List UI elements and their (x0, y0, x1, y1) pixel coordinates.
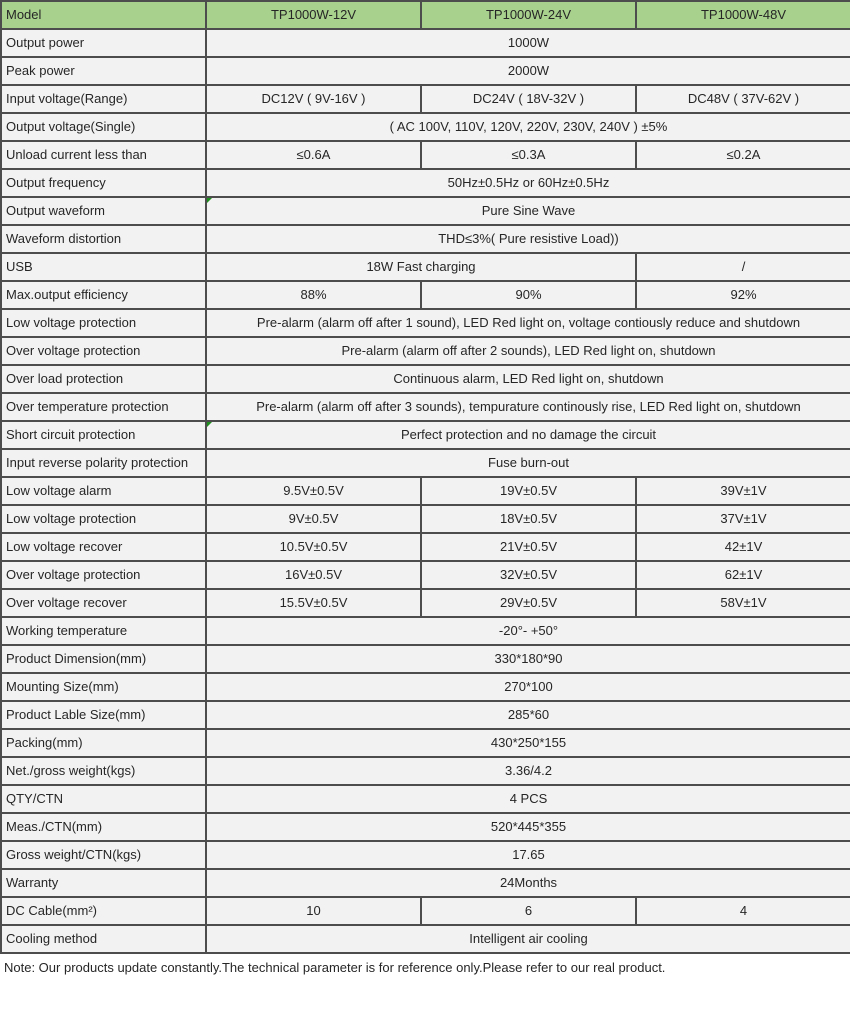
spec-label-cell: USB (1, 253, 206, 281)
spec-value-cell: Continuous alarm, LED Red light on, shutdown (206, 365, 850, 393)
spec-label-cell: Waveform distortion (1, 225, 206, 253)
spec-value-cell: 430*250*155 (206, 729, 850, 757)
spec-value-cell: ≤0.2A (636, 141, 850, 169)
spec-value-cell: 17.65 (206, 841, 850, 869)
spec-value-cell: 4 PCS (206, 785, 850, 813)
spec-value-cell: DC48V ( 37V-62V ) (636, 85, 850, 113)
spec-value-cell: 4 (636, 897, 850, 925)
spec-value-cell: Pre-alarm (alarm off after 3 sounds), tempurature continously rise, LED Red light on, shutdown (206, 393, 850, 421)
spec-row (1, 57, 850, 85)
spec-value-cell: 29V±0.5V (421, 589, 636, 617)
spec-label-cell: Max.output efficiency (1, 281, 206, 309)
spec-value-cell: 50Hz±0.5Hz or 60Hz±0.5Hz (206, 169, 850, 197)
spec-row (1, 533, 850, 561)
spec-value-cell: / (636, 253, 850, 281)
spec-row (1, 477, 850, 505)
spec-value-cell: 2000W (206, 57, 850, 85)
spec-label-cell: Output voltage(Single) (1, 113, 206, 141)
spec-value-cell: 21V±0.5V (421, 533, 636, 561)
spec-value-cell: 37V±1V (636, 505, 850, 533)
spec-row (1, 813, 850, 841)
spec-value-cell: ≤0.3A (421, 141, 636, 169)
spec-label-cell: Net./gross weight(kgs) (1, 757, 206, 785)
spec-row (1, 113, 850, 141)
spec-value-cell: Fuse burn-out (206, 449, 850, 477)
spec-value-cell: 92% (636, 281, 850, 309)
spec-row (1, 393, 850, 421)
spec-label-cell: Low voltage recover (1, 533, 206, 561)
spec-label-cell: Over voltage recover (1, 589, 206, 617)
spec-label-cell: Product Lable Size(mm) (1, 701, 206, 729)
spec-value-cell: 285*60 (206, 701, 850, 729)
spec-row (1, 617, 850, 645)
spec-row (1, 785, 850, 813)
spec-row (1, 309, 850, 337)
spec-label-cell: Output waveform (1, 197, 206, 225)
spec-label-cell: Input voltage(Range) (1, 85, 206, 113)
spec-label-cell: Over temperature protection (1, 393, 206, 421)
spec-row (1, 197, 850, 225)
spec-value-cell: 19V±0.5V (421, 477, 636, 505)
spec-value-cell: 6 (421, 897, 636, 925)
spec-value-cell: 58V±1V (636, 589, 850, 617)
spec-label-cell: DC Cable(mm²) (1, 897, 206, 925)
spec-value-cell: THD≤3%( Pure resistive Load)) (206, 225, 850, 253)
spec-value-cell: 10 (206, 897, 421, 925)
header-model-label: Model (1, 1, 206, 29)
spec-row (1, 281, 850, 309)
spec-row (1, 449, 850, 477)
spec-row (1, 757, 850, 785)
spec-row (1, 505, 850, 533)
spec-value-cell: 24Months (206, 869, 850, 897)
spec-value-cell: 10.5V±0.5V (206, 533, 421, 561)
spec-row (1, 561, 850, 589)
spec-label-cell: Gross weight/CTN(kgs) (1, 841, 206, 869)
spec-value-cell: 520*445*355 (206, 813, 850, 841)
spec-value-cell: 42±1V (636, 533, 850, 561)
spec-label-cell: Cooling method (1, 925, 206, 953)
spec-value-cell: 18W Fast charging (206, 253, 636, 281)
spec-value-cell: DC12V ( 9V-16V ) (206, 85, 421, 113)
spec-value-cell: 16V±0.5V (206, 561, 421, 589)
spec-value-cell: Intelligent air cooling (206, 925, 850, 953)
spec-row (1, 337, 850, 365)
spec-label-cell: Packing(mm) (1, 729, 206, 757)
spec-label-cell: Peak power (1, 57, 206, 85)
spec-value-cell: Pre-alarm (alarm off after 2 sounds), LED Red light on, shutdown (206, 337, 850, 365)
spec-label-cell: Over voltage protection (1, 561, 206, 589)
header-col-tp1000w-24v: TP1000W-24V (421, 1, 636, 29)
spec-row (1, 85, 850, 113)
spec-label-cell: Short circuit protection (1, 421, 206, 449)
spec-value-cell: 39V±1V (636, 477, 850, 505)
spec-label-cell: Warranty (1, 869, 206, 897)
spec-value-cell: Pre-alarm (alarm off after 1 sound), LED Red light on, voltage contiously reduce and shutdown (206, 309, 850, 337)
spec-label-cell: Over load protection (1, 365, 206, 393)
spec-row (1, 365, 850, 393)
spec-row (1, 841, 850, 869)
spec-value-cell: 32V±0.5V (421, 561, 636, 589)
spec-value-cell: 1000W (206, 29, 850, 57)
spec-value-cell: 90% (421, 281, 636, 309)
spec-label-cell: Low voltage alarm (1, 477, 206, 505)
spec-row (1, 141, 850, 169)
footnote: Note: Our products update constantly.The technical parameter is for reference only.Please refer to our real product. (0, 954, 850, 983)
spec-value-cell: 15.5V±0.5V (206, 589, 421, 617)
spec-label-cell: Low voltage protection (1, 309, 206, 337)
spec-value-cell: 270*100 (206, 673, 850, 701)
spec-row (1, 729, 850, 757)
spec-value-cell: ≤0.6A (206, 141, 421, 169)
spec-value-cell: 9V±0.5V (206, 505, 421, 533)
spec-label-cell: Over voltage protection (1, 337, 206, 365)
spec-label-cell: Input reverse polarity protection (1, 449, 206, 477)
spec-label-cell: Meas./CTN(mm) (1, 813, 206, 841)
spec-value-cell: 9.5V±0.5V (206, 477, 421, 505)
spec-row (1, 701, 850, 729)
spec-label-cell: QTY/CTN (1, 785, 206, 813)
spec-label-cell: Working temperature (1, 617, 206, 645)
spec-row (1, 225, 850, 253)
spec-value-cell: 18V±0.5V (421, 505, 636, 533)
spec-row (1, 421, 850, 449)
spec-value-cell: ( AC 100V, 110V, 120V, 220V, 230V, 240V ) ±5% (206, 113, 850, 141)
spec-label-cell: Unload current less than (1, 141, 206, 169)
spec-value-cell: 3.36/4.2 (206, 757, 850, 785)
spec-value-cell: -20°- +50° (206, 617, 850, 645)
spec-row (1, 253, 850, 281)
spec-row (1, 925, 850, 953)
spec-row (1, 589, 850, 617)
spec-row (1, 29, 850, 57)
spec-label-cell: Low voltage protection (1, 505, 206, 533)
spec-value-cell: DC24V ( 18V-32V ) (421, 85, 636, 113)
spec-row (1, 673, 850, 701)
spec-row (1, 897, 850, 925)
spec-row (1, 169, 850, 197)
spec-value-cell: Pure Sine Wave (206, 197, 850, 225)
spec-label-cell: Mounting Size(mm) (1, 673, 206, 701)
spec-value-cell: Perfect protection and no damage the circuit (206, 421, 850, 449)
header-row (1, 1, 850, 29)
spec-value-cell: 62±1V (636, 561, 850, 589)
spec-row (1, 869, 850, 897)
spec-value-cell: 88% (206, 281, 421, 309)
header-col-tp1000w-12v: TP1000W-12V (206, 1, 421, 29)
spec-value-cell: 330*180*90 (206, 645, 850, 673)
spec-row (1, 645, 850, 673)
header-col-tp1000w-48v: TP1000W-48V (636, 1, 850, 29)
spec-label-cell: Output power (1, 29, 206, 57)
spec-label-cell: Product Dimension(mm) (1, 645, 206, 673)
spec-label-cell: Output frequency (1, 169, 206, 197)
